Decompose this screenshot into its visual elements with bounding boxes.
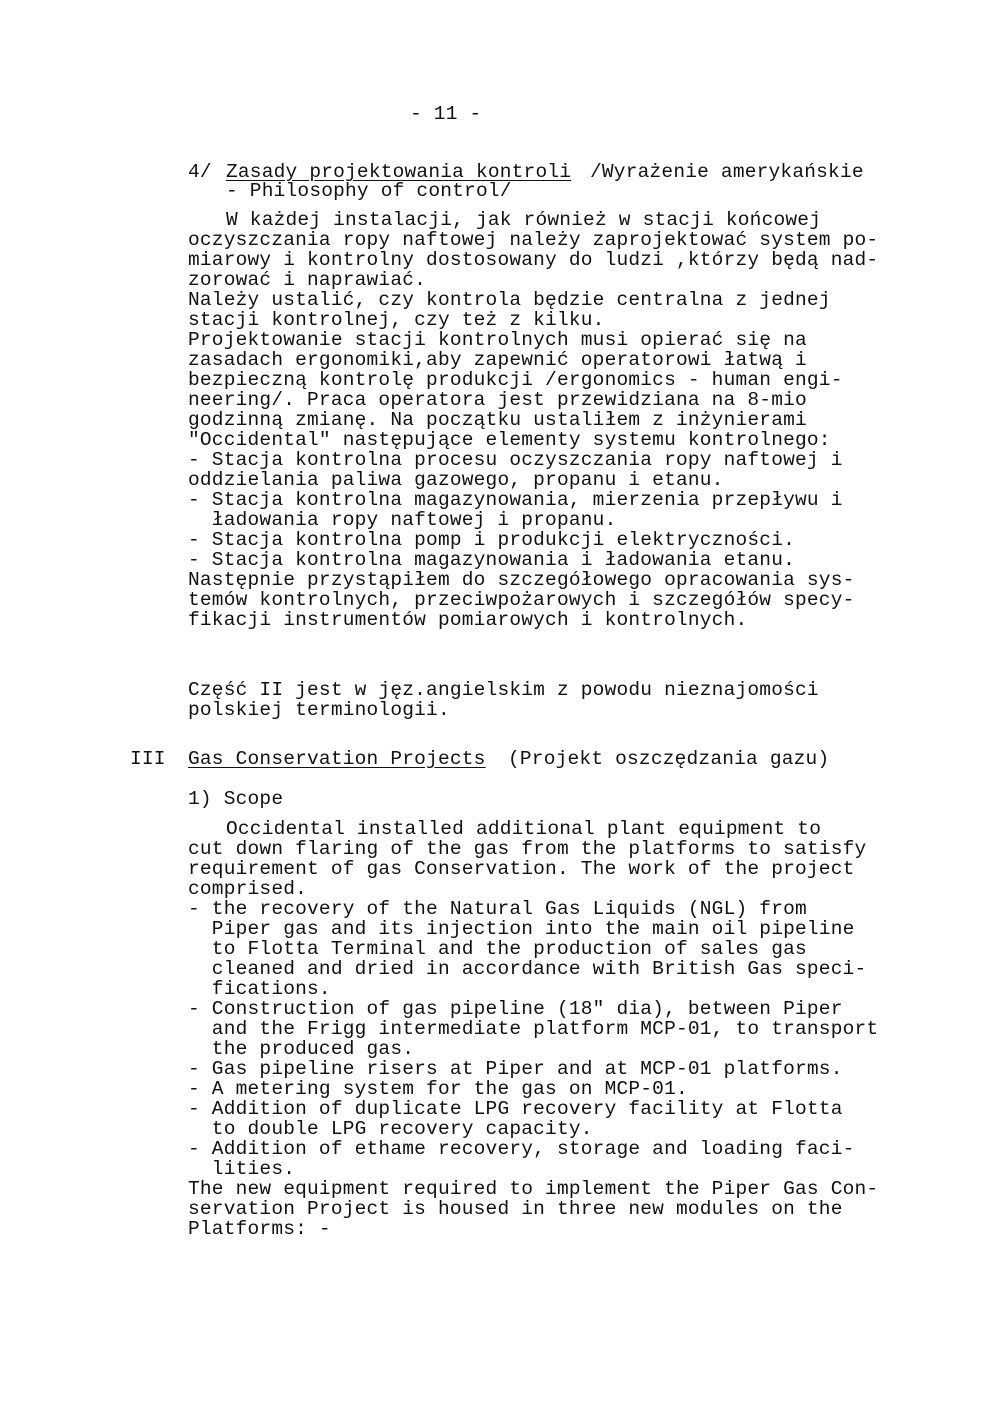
section-4-line: - Stacja kontrolna procesu oczyszczania ropy naftowej i [188, 449, 843, 471]
section-3-line: comprised. [188, 878, 308, 900]
section-4-line: ładowania ropy naftowej i propanu. [188, 509, 617, 531]
section-4-line: temów kontrolnych, przeciwpożarowych i szczegółów specy- [188, 589, 855, 611]
section-4-line: neering/. Praca operatora jest przewidziana na 8-mio [188, 389, 807, 411]
section-3-line: - Construction of gas pipeline (18" dia), between Piper [188, 998, 843, 1020]
section-3-line: Platforms: - [188, 1218, 331, 1240]
section-3-line: the produced gas. [188, 1038, 415, 1060]
section-3-line: - Addition of ethame recovery, storage and loading faci- [188, 1138, 855, 1160]
section-3-line: The new equipment required to implement the Piper Gas Con- [188, 1178, 879, 1200]
section-4-title: Zasady projektowania kontroli [226, 161, 572, 183]
section-4-line: "Occidental" następujące elementy systemu kontrolnego: [188, 429, 831, 451]
page-number: - 11 - [410, 103, 482, 125]
section-4-line: bezpieczną kontrolę produkcji /ergonomics - human engi- [188, 369, 843, 391]
section-4-line: godzinną zmianę. Na początku ustaliłem z inżynierami [188, 409, 807, 431]
part-2-note-line: Część II jest w jęz.angielskim z powodu nieznajomości [188, 679, 819, 701]
section-4-line: stacji kontrolnej, czy też z kilku. [188, 309, 605, 331]
section-4-line: Należy ustalić, czy kontrola będzie centralna z jednej [188, 289, 831, 311]
section-3-line: and the Frigg intermediate platform MCP-01, to transport [188, 1018, 879, 1040]
section-4-title-note-continued: - Philosophy of control/ [226, 180, 512, 202]
section-4-line: W każdej instalacji, jak również w stacji końcowej [226, 209, 822, 231]
section-4-line: - Stacja kontrolna magazynowania i ładowania etanu. [188, 549, 795, 571]
section-3-line: Piper gas and its injection into the main oil pipeline [188, 918, 855, 940]
section-3-line: - A metering system for the gas on MCP-01. [188, 1078, 688, 1100]
part-2-note-line: polskiej terminologii. [188, 699, 450, 721]
section-4-title-note: /Wyrażenie amerykańskie [590, 161, 864, 183]
section-4-line: miarowy i kontrolny dostosowany do ludzi ,którzy będą nad- [188, 249, 879, 271]
section-4-line: zorować i naprawiać. [188, 269, 427, 291]
section-3-line: requirement of gas Conservation. The work of the project [188, 858, 855, 880]
section-3-line: Occidental installed additional plant equipment to [226, 818, 822, 840]
section-3-line: servation Project is housed in three new modules on the [188, 1198, 843, 1220]
section-3-numeral: III [130, 748, 166, 770]
section-3-subtitle: (Projekt oszczędzania gazu) [508, 748, 830, 770]
section-3-line: - the recovery of the Natural Gas Liquids (NGL) from [188, 898, 807, 920]
section-3-line: lities. [188, 1158, 296, 1180]
section-4-line: zasadach ergonomiki,aby zapewnić operatorowi łatwą i [188, 349, 807, 371]
section-3-line: to double LPG recovery capacity. [188, 1118, 593, 1140]
section-3-line: fications. [188, 978, 331, 1000]
section-4-line: - Stacja kontrolna pomp i produkcji elektryczności. [188, 529, 795, 551]
section-3-line: to Flotta Terminal and the production of sales gas [188, 938, 807, 960]
section-4-line: Projektowanie stacji kontrolnych musi opierać się na [188, 329, 807, 351]
section-4-line: Następnie przystąpiłem do szczegółowego opracowania sys- [188, 569, 855, 591]
section-4-line: - Stacja kontrolna magazynowania, mierzenia przepływu i [188, 489, 843, 511]
section-4-line: oddzielania paliwa gazowego, propanu i etanu. [188, 469, 724, 491]
section-3-line: cut down flaring of the gas from the platforms to satisfy [188, 838, 867, 860]
section-4-line: fikacji instrumentów pomiarowych i kontrolnych. [188, 609, 748, 631]
section-4-number: 4/ [188, 161, 212, 183]
section-3-title: Gas Conservation Projects [188, 748, 486, 770]
scope-heading: 1) Scope [188, 788, 284, 810]
section-3-line: cleaned and dried in accordance with British Gas speci- [188, 958, 867, 980]
section-3-line: - Gas pipeline risers at Piper and at MCP-01 platforms. [188, 1058, 843, 1080]
section-4-line: oczyszczania ropy naftowej należy zaprojektować system po- [188, 229, 879, 251]
section-3-line: - Addition of duplicate LPG recovery facility at Flotta [188, 1098, 843, 1120]
